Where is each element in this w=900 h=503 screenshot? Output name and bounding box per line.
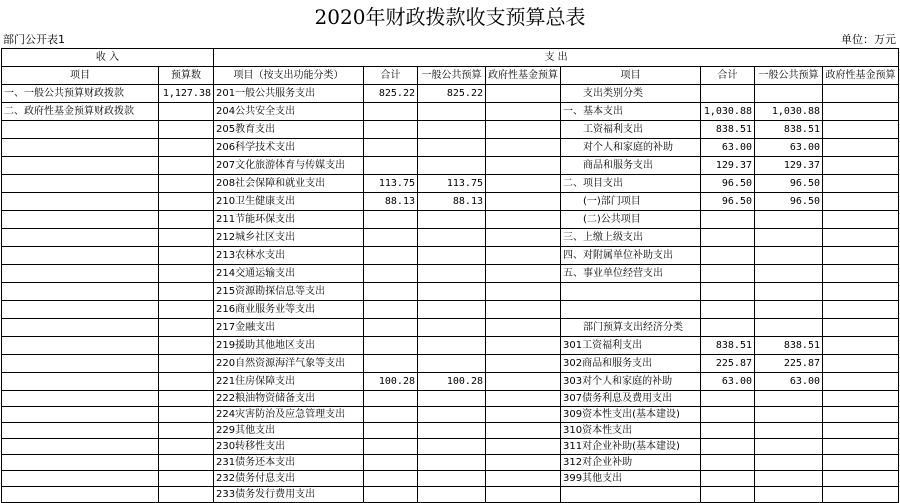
cat-total-cell: [701, 283, 755, 301]
cat-total-cell: [701, 211, 755, 229]
cat-total-cell: 838.51: [701, 337, 755, 355]
cat-item-cell: 303对个人和家庭的补助: [561, 373, 701, 391]
func-item-cell: 213农林水支出: [214, 247, 364, 265]
func-general-cell: [418, 487, 486, 503]
income-item-cell: [2, 301, 159, 319]
cat-item-cell: (一)部门项目: [561, 193, 701, 211]
func-general-cell: [418, 439, 486, 455]
cat-general-cell: [755, 283, 823, 301]
income-budget-cell: [159, 265, 214, 283]
func-fund-cell: [486, 121, 561, 139]
income-item-cell: [2, 455, 159, 471]
func-fund-cell: [486, 471, 561, 487]
cat-fund-cell: [823, 265, 899, 283]
cat-total-cell: [701, 229, 755, 247]
cat-total-cell: 96.50: [701, 175, 755, 193]
column-header-row: [2, 67, 899, 85]
income-budget-cell: [159, 355, 214, 373]
cat-total-cell: [701, 487, 755, 503]
income-budget-cell: [159, 121, 214, 139]
cat-fund-cell: [823, 283, 899, 301]
cat-item-cell: 部门预算支出经济分类: [561, 319, 701, 337]
income-budget-cell: [159, 455, 214, 471]
cat-fund-cell: [823, 121, 899, 139]
table-id-label: 部门公开表1: [3, 33, 65, 46]
group-header-row: [2, 49, 899, 67]
col-header-cat-fund: 政府性基金预算: [823, 67, 899, 85]
cat-item-cell: 301工资福利支出: [561, 337, 701, 355]
income-budget-cell: [159, 487, 214, 503]
func-item-cell: 214交通运输支出: [214, 265, 364, 283]
func-general-cell: 88.13: [418, 193, 486, 211]
table-row: [2, 423, 899, 439]
func-total-cell: [364, 355, 418, 373]
income-budget-cell: [159, 471, 214, 487]
income-budget-cell: [159, 337, 214, 355]
cat-general-cell: [755, 407, 823, 423]
col-header-cat-item: 项目: [561, 67, 701, 85]
func-total-cell: [364, 439, 418, 455]
cat-total-cell: 63.00: [701, 139, 755, 157]
cat-fund-cell: [823, 391, 899, 407]
func-item-cell: 212城乡社区支出: [214, 229, 364, 247]
cat-general-cell: 129.37: [755, 157, 823, 175]
cat-fund-cell: [823, 487, 899, 503]
cat-total-cell: [701, 319, 755, 337]
income-item-cell: [2, 423, 159, 439]
col-header-func-total: 合计: [364, 67, 418, 85]
cat-total-cell: 129.37: [701, 157, 755, 175]
income-budget-cell: [159, 229, 214, 247]
cat-item-cell: 工资福利支出: [561, 121, 701, 139]
func-item-cell: 201一般公共服务支出: [214, 85, 364, 103]
expense-group-header: 支 出: [214, 49, 899, 67]
func-total-cell: [364, 319, 418, 337]
cat-fund-cell: [823, 85, 899, 103]
func-item-cell: 224灾害防治及应急管理支出: [214, 407, 364, 423]
table-row: [2, 283, 899, 301]
income-budget-cell: [159, 247, 214, 265]
income-group-header: 收 入: [2, 49, 214, 67]
func-item-cell: 233债务发行费用支出: [214, 487, 364, 503]
cat-item-cell: 一、基本支出: [561, 103, 701, 121]
cat-item-cell: 二、项目支出: [561, 175, 701, 193]
income-item-cell: [2, 373, 159, 391]
table-row: [2, 355, 899, 373]
cat-item-cell: 309资本性支出(基本建设): [561, 407, 701, 423]
cat-fund-cell: [823, 373, 899, 391]
func-total-cell: [364, 391, 418, 407]
table-row: [2, 175, 899, 193]
income-item-cell: [2, 175, 159, 193]
income-item-cell: [2, 283, 159, 301]
cat-general-cell: [755, 471, 823, 487]
cat-item-cell: 商品和服务支出: [561, 157, 701, 175]
table-row: [2, 319, 899, 337]
func-general-cell: [418, 355, 486, 373]
func-item-cell: 231债务还本支出: [214, 455, 364, 471]
func-general-cell: [418, 407, 486, 423]
func-fund-cell: [486, 103, 561, 121]
func-fund-cell: [486, 283, 561, 301]
cat-total-cell: [701, 85, 755, 103]
cat-general-cell: [755, 229, 823, 247]
income-budget-cell: [159, 193, 214, 211]
income-item-cell: [2, 439, 159, 455]
func-item-cell: 204公共安全支出: [214, 103, 364, 121]
income-budget-cell: [159, 301, 214, 319]
income-budget-cell: [159, 319, 214, 337]
cat-general-cell: [755, 247, 823, 265]
budget-table: [1, 48, 899, 503]
income-item-cell: [2, 407, 159, 423]
cat-general-cell: 838.51: [755, 337, 823, 355]
table-row: [2, 157, 899, 175]
func-general-cell: [418, 229, 486, 247]
table-row: [2, 139, 899, 157]
cat-item-cell: 对个人和家庭的补助: [561, 139, 701, 157]
cat-general-cell: [755, 423, 823, 439]
cat-total-cell: 96.50: [701, 193, 755, 211]
func-fund-cell: [486, 211, 561, 229]
func-total-cell: 88.13: [364, 193, 418, 211]
cat-item-cell: 302商品和服务支出: [561, 355, 701, 373]
func-total-cell: [364, 121, 418, 139]
func-total-cell: 100.28: [364, 373, 418, 391]
cat-fund-cell: [823, 439, 899, 455]
func-fund-cell: [486, 85, 561, 103]
cat-total-cell: 838.51: [701, 121, 755, 139]
cat-fund-cell: [823, 139, 899, 157]
table-row: [2, 211, 899, 229]
unit-label: 单位：万元: [841, 33, 896, 46]
cat-fund-cell: [823, 193, 899, 211]
func-general-cell: [418, 337, 486, 355]
func-total-cell: [364, 471, 418, 487]
table-row: [2, 455, 899, 471]
cat-general-cell: [755, 391, 823, 407]
func-item-cell: 216商业服务业等支出: [214, 301, 364, 319]
cat-general-cell: [755, 301, 823, 319]
func-general-cell: [418, 301, 486, 319]
cat-total-cell: 1,030.88: [701, 103, 755, 121]
func-general-cell: 113.75: [418, 175, 486, 193]
income-item-cell: [2, 487, 159, 503]
cat-general-cell: [755, 455, 823, 471]
table-row: [2, 439, 899, 455]
table-row: [2, 103, 899, 121]
cat-general-cell: 225.87: [755, 355, 823, 373]
func-item-cell: 230转移性支出: [214, 439, 364, 455]
func-item-cell: 232债务付息支出: [214, 471, 364, 487]
col-header-cat-total: 合计: [701, 67, 755, 85]
income-item-cell: [2, 471, 159, 487]
func-item-cell: 222粮油物资储备支出: [214, 391, 364, 407]
income-budget-cell: [159, 373, 214, 391]
table-row: [2, 337, 899, 355]
table-row: [2, 193, 899, 211]
cat-general-cell: 838.51: [755, 121, 823, 139]
income-item-cell: [2, 193, 159, 211]
cat-total-cell: [701, 455, 755, 471]
cat-item-cell: 四、对附属单位补助支出: [561, 247, 701, 265]
func-total-cell: [364, 229, 418, 247]
func-item-cell: 221住房保障支出: [214, 373, 364, 391]
cat-item-cell: 312对企业补助: [561, 455, 701, 471]
func-total-cell: [364, 455, 418, 471]
income-budget-cell: [159, 439, 214, 455]
cat-fund-cell: [823, 407, 899, 423]
func-fund-cell: [486, 373, 561, 391]
func-total-cell: [364, 211, 418, 229]
func-fund-cell: [486, 265, 561, 283]
income-item-cell: [2, 139, 159, 157]
income-item-cell: 二、政府性基金预算财政拨款: [2, 103, 159, 121]
table-row: [2, 301, 899, 319]
cat-fund-cell: [823, 319, 899, 337]
income-item-cell: 一、一般公共预算财政拨款: [2, 85, 159, 103]
income-item-cell: [2, 265, 159, 283]
cat-fund-cell: [823, 337, 899, 355]
income-budget-cell: [159, 391, 214, 407]
func-total-cell: 825.22: [364, 85, 418, 103]
cat-total-cell: [701, 391, 755, 407]
cat-item-cell: 五、事业单位经营支出: [561, 265, 701, 283]
func-item-cell: 210卫生健康支出: [214, 193, 364, 211]
cat-fund-cell: [823, 211, 899, 229]
cat-total-cell: 225.87: [701, 355, 755, 373]
func-general-cell: [418, 211, 486, 229]
cat-item-cell: [561, 487, 701, 503]
func-item-cell: 229其他支出: [214, 423, 364, 439]
table-row: [2, 391, 899, 407]
cat-total-cell: [701, 407, 755, 423]
table-row: [2, 85, 899, 103]
func-item-cell: 206科学技术支出: [214, 139, 364, 157]
func-total-cell: [364, 301, 418, 319]
func-total-cell: [364, 103, 418, 121]
table-row: [2, 373, 899, 391]
cat-item-cell: 307债务利息及费用支出: [561, 391, 701, 407]
func-general-cell: [418, 471, 486, 487]
func-total-cell: [364, 487, 418, 503]
income-item-cell: [2, 355, 159, 373]
func-general-cell: 825.22: [418, 85, 486, 103]
table-row: [2, 265, 899, 283]
income-item-cell: [2, 319, 159, 337]
table-row: [2, 487, 899, 503]
cat-general-cell: 96.50: [755, 175, 823, 193]
page-title: 2020年财政拨款收支预算总表: [314, 5, 586, 29]
func-general-cell: [418, 103, 486, 121]
income-item-cell: [2, 121, 159, 139]
col-header-func-general: 一般公共预算: [418, 67, 486, 85]
func-total-cell: [364, 283, 418, 301]
cat-item-cell: 310资本性支出: [561, 423, 701, 439]
cat-total-cell: [701, 265, 755, 283]
func-total-cell: [364, 139, 418, 157]
func-fund-cell: [486, 229, 561, 247]
cat-fund-cell: [823, 229, 899, 247]
func-fund-cell: [486, 423, 561, 439]
col-header-income-item: 项目: [2, 67, 159, 85]
func-fund-cell: [486, 301, 561, 319]
func-total-cell: [364, 265, 418, 283]
cat-total-cell: [701, 247, 755, 265]
func-fund-cell: [486, 175, 561, 193]
col-header-income-budget: 预算数: [159, 67, 214, 85]
cat-general-cell: [755, 265, 823, 283]
func-general-cell: [418, 265, 486, 283]
cat-general-cell: [755, 211, 823, 229]
func-fund-cell: [486, 439, 561, 455]
cat-item-cell: [561, 301, 701, 319]
income-item-cell: [2, 229, 159, 247]
income-budget-cell: [159, 211, 214, 229]
func-fund-cell: [486, 337, 561, 355]
income-budget-cell: [159, 423, 214, 439]
cat-item-cell: (二)公共项目: [561, 211, 701, 229]
col-header-cat-general: 一般公共预算: [755, 67, 823, 85]
func-fund-cell: [486, 391, 561, 407]
func-item-cell: 207文化旅游体育与传媒支出: [214, 157, 364, 175]
cat-fund-cell: [823, 175, 899, 193]
income-item-cell: [2, 211, 159, 229]
cat-general-cell: [755, 85, 823, 103]
income-budget-cell: [159, 139, 214, 157]
cat-general-cell: [755, 439, 823, 455]
func-general-cell: [418, 423, 486, 439]
col-header-func-fund: 政府性基金预算: [486, 67, 561, 85]
cat-fund-cell: [823, 423, 899, 439]
income-budget-cell: [159, 157, 214, 175]
func-item-cell: 220自然资源海洋气象等支出: [214, 355, 364, 373]
func-fund-cell: [486, 157, 561, 175]
func-total-cell: [364, 423, 418, 439]
func-fund-cell: [486, 139, 561, 157]
income-item-cell: [2, 247, 159, 265]
cat-fund-cell: [823, 103, 899, 121]
cat-fund-cell: [823, 301, 899, 319]
income-budget-cell: [159, 283, 214, 301]
cat-fund-cell: [823, 157, 899, 175]
income-budget-cell: 1,127.38: [159, 85, 214, 103]
func-general-cell: [418, 455, 486, 471]
cat-general-cell: [755, 319, 823, 337]
cat-item-cell: 三、上缴上级支出: [561, 229, 701, 247]
func-general-cell: [418, 247, 486, 265]
cat-total-cell: [701, 423, 755, 439]
table-row: [2, 229, 899, 247]
cat-general-cell: 96.50: [755, 193, 823, 211]
func-general-cell: [418, 319, 486, 337]
table-row: [2, 247, 899, 265]
func-general-cell: [418, 283, 486, 301]
table-row: [2, 121, 899, 139]
func-item-cell: 205教育支出: [214, 121, 364, 139]
cat-general-cell: 63.00: [755, 139, 823, 157]
func-general-cell: [418, 157, 486, 175]
func-total-cell: 113.75: [364, 175, 418, 193]
func-fund-cell: [486, 247, 561, 265]
cat-item-cell: 311对企业补助(基本建设): [561, 439, 701, 455]
cat-fund-cell: [823, 455, 899, 471]
income-budget-cell: [159, 103, 214, 121]
func-fund-cell: [486, 455, 561, 471]
cat-general-cell: 1,030.88: [755, 103, 823, 121]
func-item-cell: 215资源勘探信息等支出: [214, 283, 364, 301]
func-item-cell: 211节能环保支出: [214, 211, 364, 229]
income-budget-cell: [159, 175, 214, 193]
func-fund-cell: [486, 487, 561, 503]
table-row: [2, 407, 899, 423]
cat-general-cell: 63.00: [755, 373, 823, 391]
func-general-cell: [418, 391, 486, 407]
income-budget-cell: [159, 407, 214, 423]
cat-item-cell: 支出类别分类: [561, 85, 701, 103]
cat-fund-cell: [823, 355, 899, 373]
col-header-func-item: 项目（按支出功能分类）: [214, 67, 364, 85]
income-item-cell: [2, 157, 159, 175]
cat-fund-cell: [823, 471, 899, 487]
func-item-cell: 219援助其他地区支出: [214, 337, 364, 355]
func-general-cell: [418, 121, 486, 139]
cat-general-cell: [755, 487, 823, 503]
func-fund-cell: [486, 319, 561, 337]
cat-total-cell: [701, 301, 755, 319]
table-row: [2, 471, 899, 487]
cat-total-cell: [701, 471, 755, 487]
func-total-cell: [364, 337, 418, 355]
cat-item-cell: [561, 283, 701, 301]
cat-total-cell: 63.00: [701, 373, 755, 391]
cat-fund-cell: [823, 247, 899, 265]
func-total-cell: [364, 407, 418, 423]
func-total-cell: [364, 157, 418, 175]
func-general-cell: 100.28: [418, 373, 486, 391]
func-fund-cell: [486, 193, 561, 211]
func-item-cell: 217金融支出: [214, 319, 364, 337]
func-total-cell: [364, 247, 418, 265]
cat-total-cell: [701, 439, 755, 455]
income-item-cell: [2, 337, 159, 355]
cat-item-cell: 399其他支出: [561, 471, 701, 487]
income-item-cell: [2, 391, 159, 407]
func-general-cell: [418, 139, 486, 157]
func-item-cell: 208社会保障和就业支出: [214, 175, 364, 193]
func-fund-cell: [486, 355, 561, 373]
func-fund-cell: [486, 407, 561, 423]
